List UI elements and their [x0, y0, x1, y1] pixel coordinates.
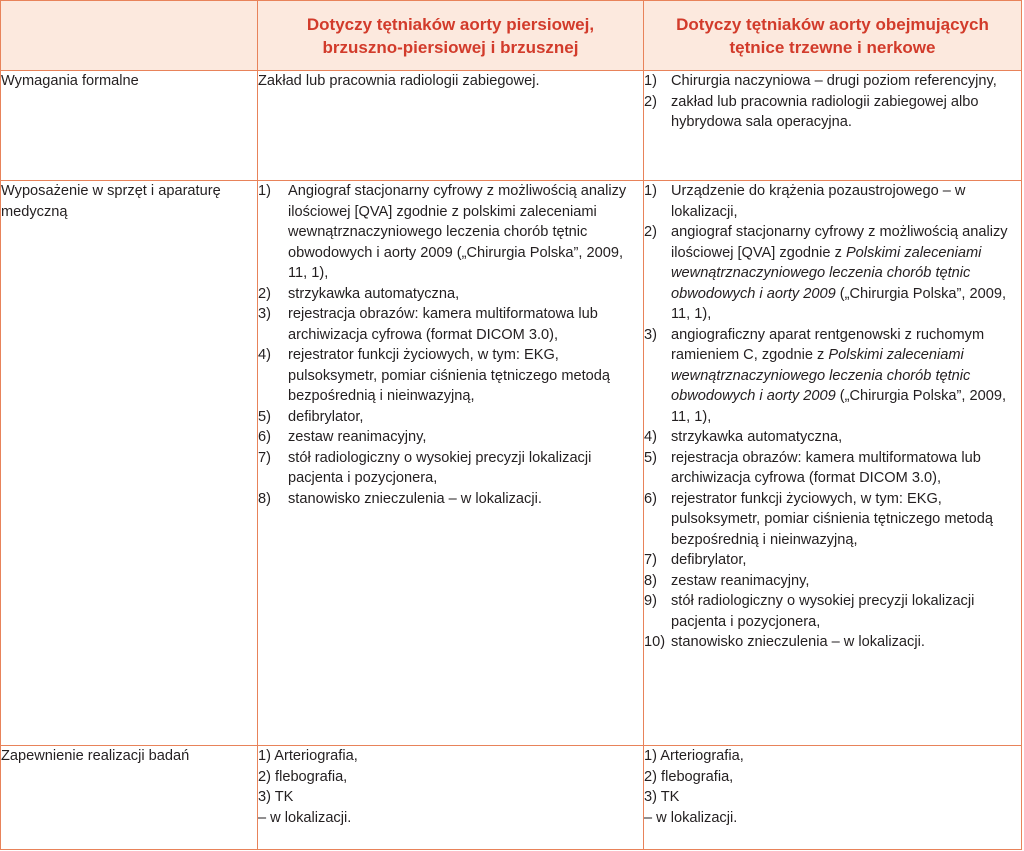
list-item — [258, 448, 643, 489]
list-item — [644, 489, 1021, 551]
table-row-equipment — [1, 181, 1022, 746]
item-number: 8) — [644, 572, 657, 589]
list-item — [258, 427, 643, 448]
item-text: Urządzenie do krążenia pozaustrojowego – w lokalizacji, — [671, 183, 966, 220]
list-item — [644, 92, 1021, 133]
item-text: defibrylator, — [671, 552, 747, 568]
item-text: stół radiologiczny o wysokiej precyzji lokalizacji pacjenta i pozycjonera, — [288, 449, 592, 486]
list-item — [644, 71, 1021, 92]
item-text: stół radiologiczny o wysokiej precyzji lokalizacji pacjenta i pozycjonera, — [671, 593, 975, 630]
tests-col3 — [644, 746, 1022, 850]
item-text — [671, 222, 1021, 325]
equipment-col2 — [258, 181, 644, 746]
formal-col3 — [644, 71, 1022, 181]
item-number: 3) — [644, 326, 657, 343]
item-number: 6) — [258, 429, 271, 445]
list-item — [644, 427, 1021, 448]
list-item — [644, 571, 1021, 592]
item-number: 10) — [644, 634, 666, 650]
table-row-tests — [1, 746, 1022, 850]
row-label-formal: Wymagania formalne — [1, 71, 258, 181]
list-item — [644, 222, 1021, 325]
list-item: – w lokalizacji. — [258, 809, 352, 826]
item-text: rejestrator funkcji życiowych, w tym: EKG, pulsoksymetr, pomiar ciśnienia tętniczego metodą bezpośrednią i nieinwazyjną, — [671, 490, 994, 548]
item-number: 1) — [258, 183, 271, 199]
list-item — [644, 325, 1021, 428]
list-item — [644, 181, 1021, 222]
list-item: 2) flebografia, — [258, 768, 348, 785]
item-number: 5) — [258, 408, 271, 425]
item-text: rejestracja obrazów: kamera multiformatowa lub archiwizacja cyfrowa (format DICOM 3.0), — [671, 449, 981, 486]
item-number: 7) — [644, 552, 657, 568]
list-item — [644, 632, 1021, 653]
item-text: zestaw reanimacyjny, — [288, 429, 427, 445]
item-text: defibrylator, — [288, 408, 364, 425]
item-number: 4) — [258, 347, 271, 363]
item-number: 8) — [258, 490, 271, 507]
list-item — [258, 489, 643, 510]
list-item: 3) TK — [644, 789, 680, 805]
item-text-post: („Chirurgia Polska”, 2009, 11, 1), — [671, 388, 1007, 425]
item-text: rejestracja obrazów: kamera multiformatowa lub archiwizacja cyfrowa (format DICOM 3.0), — [288, 306, 598, 343]
tests-col2 — [258, 746, 644, 850]
item-text-pre: angiograficzny aparat rentgenowski z ruchomym ramieniem C, zgodnie z — [671, 326, 985, 363]
item-text: Chirurgia naczyniowa – drugi poziom referencyjny, — [671, 73, 997, 89]
item-number: 9) — [644, 593, 657, 609]
header-col-visceral: Dotyczy tętniaków aorty obejmujących tętnice trzewne i nerkowe — [644, 1, 1022, 71]
item-text: zakład lub pracownia radiologii zabiegowej albo hybrydowa sala operacyjna. — [671, 93, 979, 130]
item-number: 3) — [258, 306, 271, 322]
list-item — [258, 345, 643, 407]
list-item: – w lokalizacji. — [644, 809, 738, 826]
list-item — [644, 550, 1021, 571]
row-label-tests: Zapewnienie realizacji badań — [1, 746, 258, 850]
list-item — [644, 448, 1021, 489]
list-item: 3) TK — [258, 789, 294, 805]
item-text: stanowisko znieczulenia – w lokalizacji. — [288, 490, 542, 507]
formal-col2-text: Zakład lub pracownia radiologii zabiegowej. — [258, 71, 644, 181]
item-number: 1) — [644, 183, 657, 199]
item-text: Angiograf stacjonarny cyfrowy z możliwością analizy ilościowej [QVA] zgodnie z polskimi zaleceniami wewnątrznaczyniowego leczenia chorób tętnic obwodowych i aorty 2009 („Chirurgia Polska”, 2009, 11, 1), — [288, 183, 627, 281]
header-empty-cell — [1, 1, 258, 71]
item-text: strzykawka automatyczna, — [671, 429, 843, 445]
list-item — [258, 304, 643, 345]
equipment-col3 — [644, 181, 1022, 746]
guideline-title: Polskimi zaleceniami wewnątrznaczyniowego leczenia chorób tętnic obwodowych i aorty 2009 — [671, 244, 982, 302]
list-item — [258, 284, 643, 305]
item-number: 1) — [644, 73, 657, 89]
list-item — [258, 181, 643, 284]
item-text-post: („Chirurgia Polska”, 2009, 11, 1), — [671, 285, 1007, 322]
item-text: stanowisko znieczulenia – w lokalizacji. — [671, 634, 925, 650]
item-number: 4) — [644, 429, 657, 445]
item-text: zestaw reanimacyjny, — [671, 572, 810, 589]
list-item: 1) Arteriografia, — [258, 748, 358, 764]
list-item: 2) flebografia, — [644, 768, 734, 785]
item-number: 5) — [644, 449, 657, 466]
item-number: 7) — [258, 449, 271, 466]
row-label-equipment: Wyposażenie w sprzęt i aparaturę medyczną — [1, 181, 258, 746]
item-text — [671, 325, 1021, 428]
header-row — [1, 1, 1022, 71]
item-number: 2) — [644, 224, 657, 240]
item-text: strzykawka automatyczna, — [288, 285, 460, 302]
list-item — [258, 407, 643, 428]
table-row-formal — [1, 71, 1022, 181]
item-number: 6) — [644, 490, 657, 507]
guideline-title: Polskimi zaleceniami wewnątrznaczyniowego leczenia chorób tętnic obwodowych i aorty 2009 — [671, 347, 971, 404]
list-item: 1) Arteriografia, — [644, 748, 744, 764]
header-col-thoracic: Dotyczy tętniaków aorty piersiowej, brzuszno-piersiowej i brzusznej — [258, 1, 644, 71]
item-number: 2) — [258, 285, 271, 302]
item-text-pre: angiograf stacjonarny cyfrowy z możliwością analizy ilościowej [QVA] zgodnie z — [671, 224, 1008, 261]
item-number: 2) — [644, 93, 657, 110]
item-text: rejestrator funkcji życiowych, w tym: EKG, pulsoksymetr, pomiar ciśnienia tętniczego metodą bezpośrednią i nieinwazyjną, — [288, 347, 611, 404]
list-item — [644, 591, 1021, 632]
